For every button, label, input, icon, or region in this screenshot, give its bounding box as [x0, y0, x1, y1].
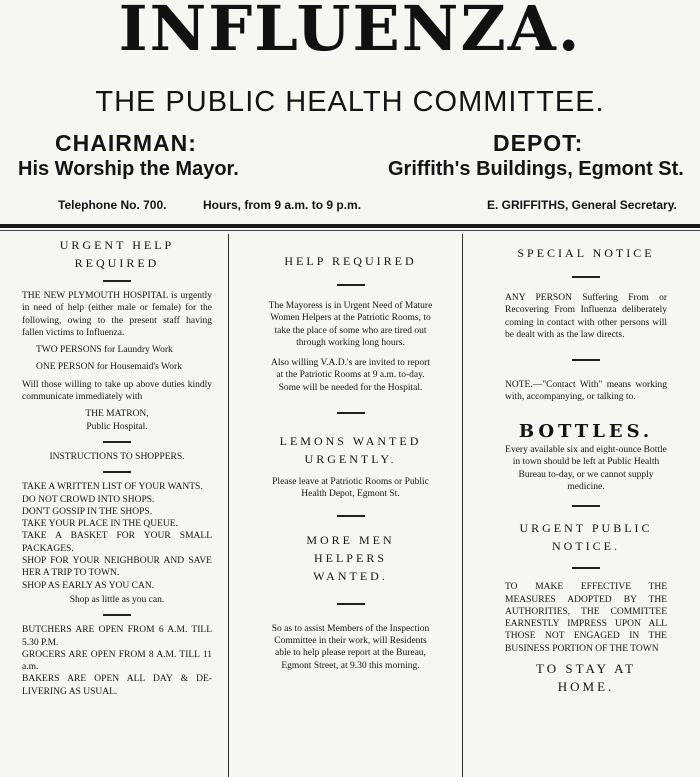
- shopper-rule: SHOP AS EARLY AS YOU CAN.: [22, 580, 155, 591]
- housemaid-request: ONE PERSON for Housemaid's Work: [36, 362, 182, 373]
- shopper-rule: DO NOT CROWD INTO SHOPS.: [22, 494, 155, 505]
- stay-home-notice: TO MAKE EFFECTIVE THE MEASURES ADOPTED BY THE AUTHORITIES, THE COMMITTEE EARNESTLY IMPRESS UPON ALL THOSE NOT ENGAGED IN THE BUSINESS PORTION OF THE TOWN: [505, 582, 667, 654]
- separator: [337, 284, 365, 286]
- shop-hours: GROCERS ARE OPEN FROM 8 A.M. TILL 11 a.m.: [22, 649, 212, 673]
- shoppers-heading: INSTRUCTIONS TO SHOPPERS.: [49, 451, 185, 462]
- separator: [572, 567, 600, 569]
- lemons-instruction: Please leave at Patriotic Rooms or Public Health Depot, Egmont St.: [272, 477, 429, 500]
- special-notice-heading: SPECIAL NOTICE: [517, 246, 655, 260]
- separator: [337, 412, 365, 414]
- shopper-rule: TAKE A WRITTEN LIST OF YOUR WANTS.: [22, 482, 203, 493]
- shopper-rule: TAKE YOUR PLACE IN THE QUEUE.: [22, 519, 178, 530]
- office-hours: Hours, from 9 a.m. to 9 p.m.: [203, 198, 362, 212]
- urgent-help-heading-2: REQUIRED: [74, 256, 160, 270]
- column-middle: [268, 236, 433, 677]
- more-men-heading-2: WANTED.: [313, 568, 388, 583]
- bottles-notice: Every available six and eight-ounce Bottle in town should be left at Public Health Bureau to-day, or we cannot supply medicine.: [505, 445, 667, 492]
- matron-signature-2: Public Hospital.: [86, 421, 148, 432]
- shop-hours: BUTCHERS ARE OPEN FROM 6 A.M. TILL 5.30 P.M.: [22, 625, 212, 648]
- contact-definition: NOTE.—"Contact With" means working with, accompanying, or talking to.: [505, 380, 667, 403]
- vad-notice: Also willing V.A.D.'s are invited to report at the Patriotic Rooms at 9 a.m. to-day. Some will be needed for the Hospital.: [271, 358, 430, 393]
- stay-home-heading: TO STAY AT HOME.: [536, 661, 636, 695]
- header-rule-thick: [0, 224, 700, 228]
- inspection-notice: So as to assist Members of the Inspection Committee in their work, will Residents able to help please report at the Bureau, Egmont Street, at 9.30 this morning.: [271, 623, 430, 671]
- separator: [103, 441, 131, 443]
- separator: [572, 276, 600, 278]
- separator: [103, 471, 131, 473]
- chairman-name: His Worship the Mayor.: [18, 158, 239, 180]
- lemons-heading: LEMONS WANTED: [279, 434, 422, 449]
- telephone-number: Telephone No. 700.: [58, 198, 167, 212]
- separator: [337, 603, 365, 605]
- separator: [103, 614, 131, 616]
- more-men-heading: MORE MEN HELPERS: [306, 532, 395, 565]
- shop-hours: BAKERS ARE OPEN ALL DAY & DE-LIVERING AS USUAL.: [22, 674, 212, 697]
- column-divider-1: [228, 234, 229, 777]
- separator: [572, 359, 600, 361]
- header-rule-thin: [0, 230, 700, 231]
- hospital-notice: THE NEW PLYMOUTH HOSPITAL is urgently in need of help (either male or female) for the following, owing to the present staff having fallen victims to Influenza.: [22, 291, 212, 338]
- matron-signature: THE MATRON,: [85, 409, 149, 420]
- contact-law-notice: ANY PERSON Suffering From or Recovering From Influenza deliberately coming in contact with other persons will be dealt with as the law directs.: [505, 293, 667, 340]
- urgent-public-notice-heading: URGENT PUBLIC NOTICE.: [519, 521, 653, 554]
- page-title: INFLUENZA.: [118, 0, 582, 65]
- shopper-rule: SHOP FOR YOUR NEIGHBOUR AND SAVE HER A TRIP TO TOWN.: [22, 556, 212, 579]
- depot-address: Griffith's Buildings, Egmont St.: [388, 158, 684, 180]
- general-secretary: E. GRIFFITHS, General Secretary.: [487, 198, 677, 212]
- committee-name: THE PUBLIC HEALTH COMMITTEE.: [95, 86, 605, 118]
- contact-instruction: Will those willing to take up above duties kindly communicate immediately with: [22, 379, 212, 403]
- chairman-label: CHAIRMAN:: [55, 130, 197, 156]
- shopper-rule: DON'T GOSSIP IN THE SHOPS.: [22, 506, 153, 517]
- shopper-rule: TAKE A BASKET FOR YOUR SMALL PACKAGES.: [22, 531, 212, 554]
- depot-label: DEPOT:: [493, 130, 584, 156]
- column-right: [505, 236, 667, 696]
- separator: [337, 515, 365, 517]
- mayoress-notice: The Mayoress is in Urgent Need of Mature Women Helpers at the Patriotic Rooms, to take the place of some who are tired out through working long hours.: [268, 301, 433, 348]
- column-divider-2: [462, 234, 463, 777]
- laundry-request: TWO PERSONS for Laundry Work: [36, 345, 173, 356]
- lemons-heading-2: URGENTLY.: [304, 452, 397, 467]
- urgent-help-heading: URGENT HELP: [59, 238, 175, 252]
- help-required-heading: HELP REQUIRED: [284, 254, 417, 268]
- shopper-rule: Shop as little as you can.: [69, 594, 165, 605]
- separator: [572, 505, 600, 507]
- separator: [103, 280, 131, 282]
- bottles-heading: BOTTLES.: [518, 420, 654, 442]
- column-left: [22, 236, 212, 698]
